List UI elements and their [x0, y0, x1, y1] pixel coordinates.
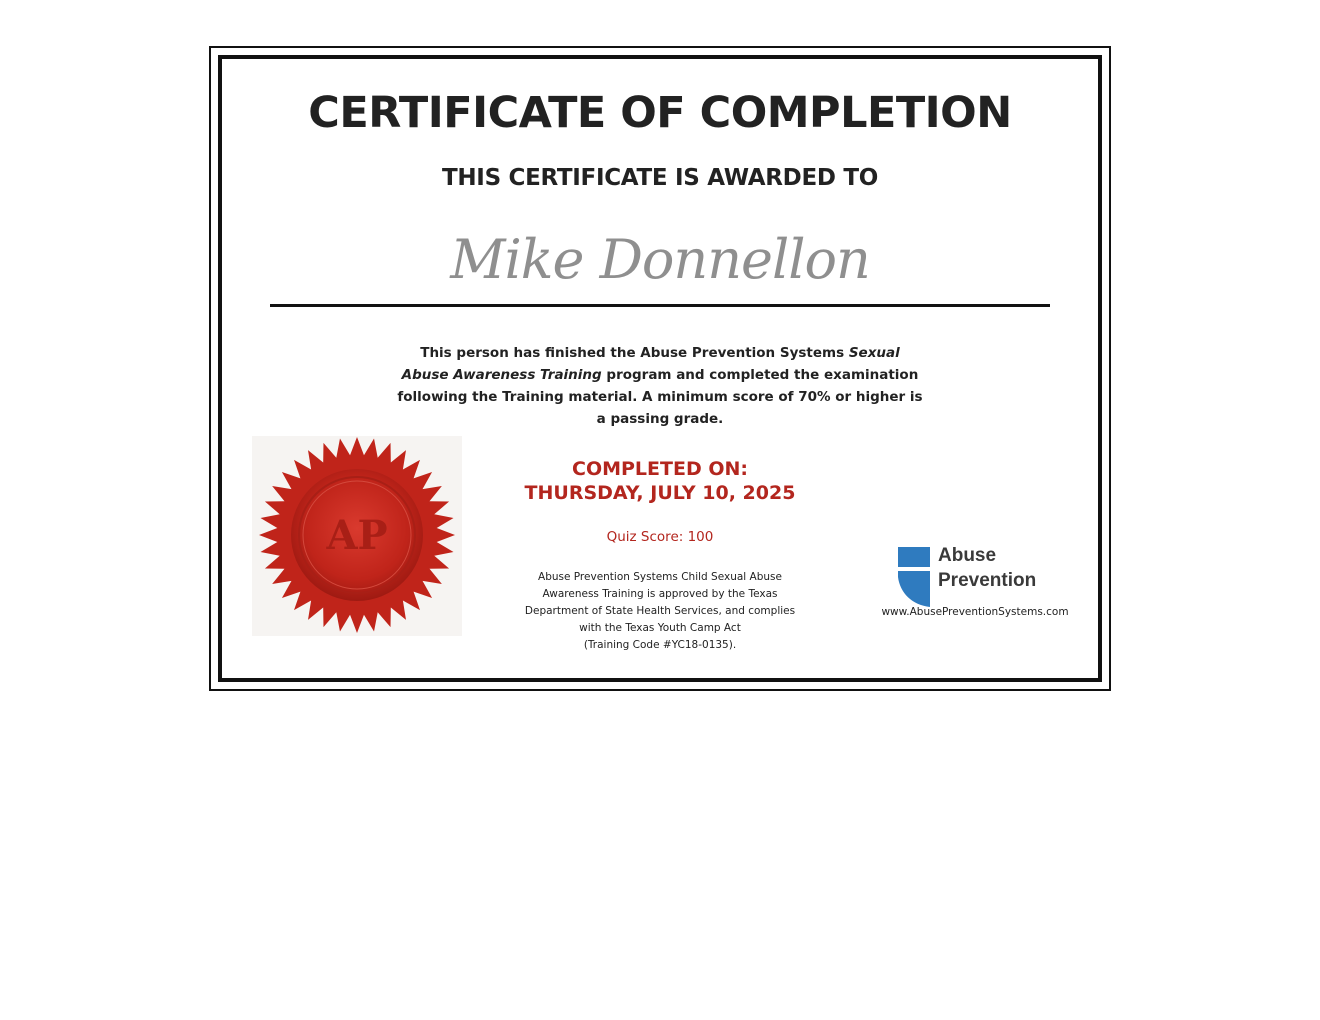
- certificate-title: CERTIFICATE OF COMPLETION: [308, 88, 1012, 138]
- certificate-description: [395, 342, 925, 430]
- course-name: Sexual Abuse Awareness Training: [401, 345, 900, 383]
- seal-monogram: AP: [326, 512, 388, 559]
- description-part-2: program and completed the examination following the Training material. A minimum score of 70% or higher is a passing grade.: [397, 367, 923, 427]
- approval-statement: [520, 569, 800, 654]
- recipient-name: Mike Donnellon: [450, 228, 870, 291]
- name-underline: [270, 304, 1050, 307]
- approval-line: Department of State Health Services, and complies: [524, 605, 796, 617]
- approval-line: Abuse Prevention Systems Child Sexual Abuse: [538, 571, 782, 583]
- completed-date: THURSDAY, JULY 10, 2025: [524, 482, 796, 504]
- quiz-score: Quiz Score: 100: [606, 529, 714, 545]
- approval-line: with the Texas Youth Camp Act: [579, 622, 741, 634]
- website-link[interactable]: www.AbusePreventionSystems.com: [881, 606, 1069, 618]
- approval-line: Awareness Training is approved by the Texas: [542, 588, 778, 600]
- logo-text-line-1: Abuse: [938, 545, 997, 566]
- abuse-prevention-logo: [898, 545, 1058, 607]
- completed-label: COMPLETED ON:: [572, 458, 748, 480]
- description-part-1: This person has finished the Abuse Prevention Systems: [420, 345, 849, 361]
- shield-icon: [898, 547, 930, 607]
- approval-line: (Training Code #YC18-0135).: [583, 639, 737, 651]
- certificate-subtitle: THIS CERTIFICATE IS AWARDED TO: [441, 165, 879, 191]
- seal-icon: [252, 436, 462, 636]
- logo-text-line-2: Prevention: [938, 570, 1037, 591]
